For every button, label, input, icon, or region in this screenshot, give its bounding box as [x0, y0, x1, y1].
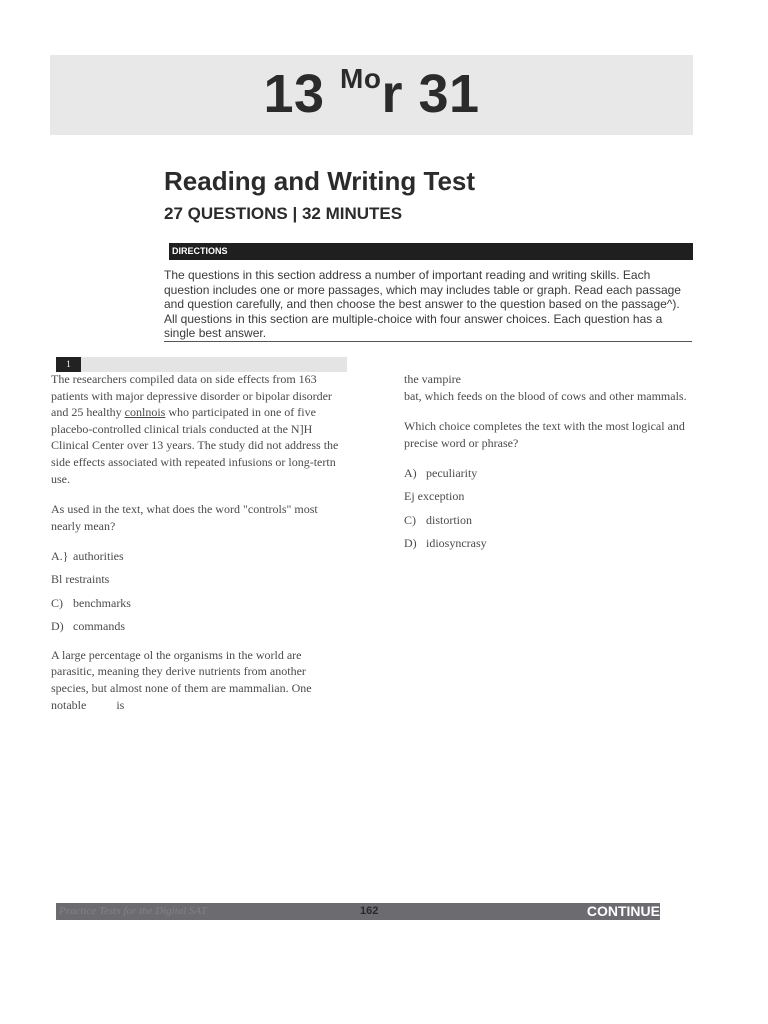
- section-subtitle: 27 QUESTIONS | 32 MINUTES: [164, 204, 403, 223]
- question-number-bar: [56, 357, 347, 372]
- page-footer: [56, 903, 660, 920]
- answer-choice-a[interactable]: A.} authorities: [51, 549, 124, 564]
- question2-passage-continued: the vampire: [404, 372, 461, 386]
- question1-passage: The researchers compiled data on side effects from 163 patients with major depressive disorder or bipolar disorder and 25 healthy conlnois who participated in one of five placebo-controlled clinical trials conducted at the N]H Clinical Center over 13 years. The study did not address the side effects associated with repeated infusions or long-tertn use.: [51, 372, 339, 486]
- directions-text: The questions in this section address a number of important reading and writing skills. Each question includes one or more passages, which may includes table or graph. Read each passage and question carefully, and then choose the best answer to the question based on the passage^). All questions in this section are multiple-choice with four answer choices. Each question has a single best answer.: [164, 268, 692, 342]
- answer-choice-d[interactable]: D) idiosyncrasy: [404, 535, 487, 550]
- chapter-header: [50, 55, 693, 135]
- directions-label: DIRECTIONS: [169, 243, 693, 260]
- left-column: [51, 371, 341, 713]
- question2-passage-end: bat, which feeds on the blood of cows and other mammals.: [404, 388, 687, 403]
- answer-choice-d[interactable]: D) commands: [51, 618, 125, 633]
- continue-label: CONTINUE: [586, 903, 660, 919]
- question2-passage-start: A large percentage ol the organisms in the world are parasitic, meaning they derive nutrients from another species, but almost none of them are mammalian. One notable is: [51, 647, 315, 712]
- right-column: [404, 371, 694, 558]
- answer-choice-a[interactable]: A) peculiarity: [404, 466, 478, 481]
- answer-choice-c[interactable]: C) distortion: [404, 512, 473, 527]
- question2-prompt: Which choice completes the text with the most logical and precise word or phrase?: [404, 419, 685, 450]
- question1-prompt: As used in the text, what does the word "controls" most nearly mean?: [51, 502, 318, 533]
- answer-choice-c[interactable]: C) benchmarks: [51, 595, 131, 610]
- answer-choice-b[interactable]: Bl restraints: [51, 572, 110, 587]
- question-number: 1: [56, 357, 81, 372]
- section-title: Reading and Writing Test: [164, 166, 476, 196]
- underlined-word: conlnois: [124, 405, 166, 420]
- page-number: 162: [360, 905, 379, 917]
- answer-choice-b[interactable]: Ej exception: [404, 489, 465, 504]
- chapter-title: 13 $^{Mo}$r 31: [263, 63, 480, 124]
- footer-source: Practice Tests for the Digital SAT: [59, 905, 207, 917]
